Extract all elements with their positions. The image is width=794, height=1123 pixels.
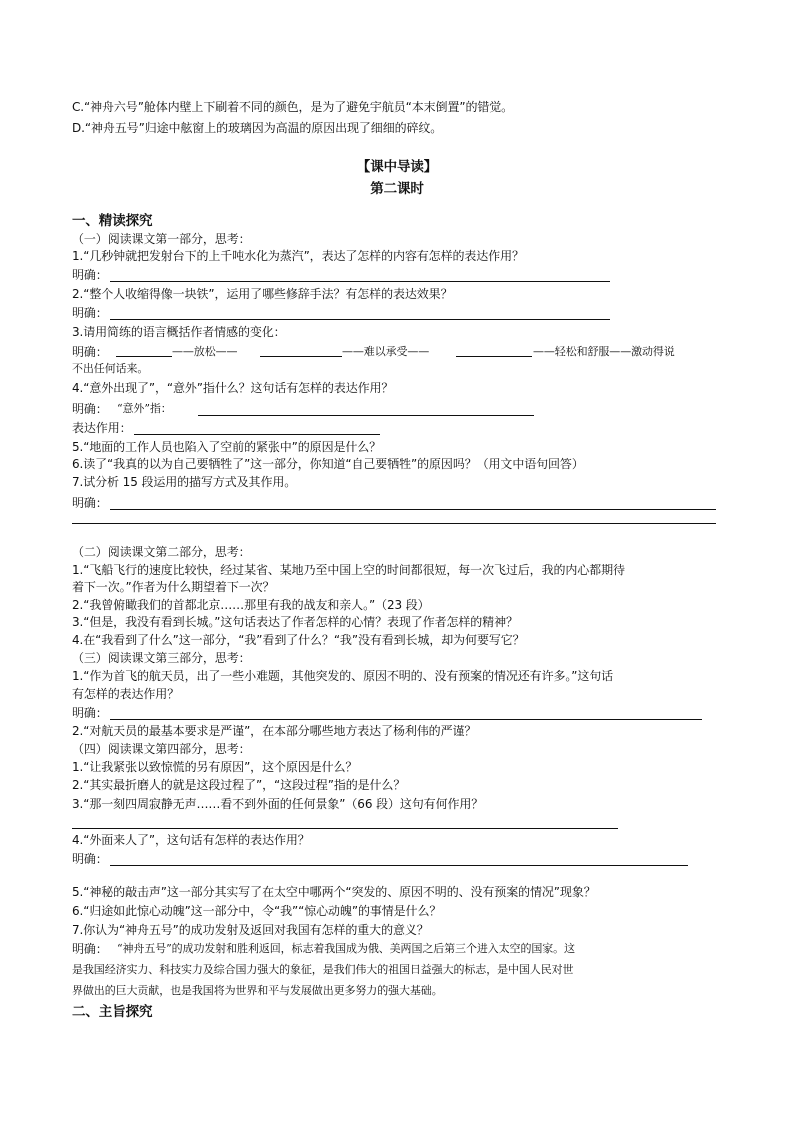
part1-question-3: 3.请用简练的语言概括作者情感的变化：	[72, 325, 286, 339]
part3-question-2: 2.“对航天员的最基本要求是严谨”，在本部分哪些地方表达了杨利伟的严谨？	[72, 724, 477, 738]
part1-question-5: 5.“地面的工作人员也陷入了空前的紧张中”的原因是什么？	[72, 440, 382, 454]
section-subtitle: 第二课时	[370, 181, 424, 197]
part2-question-4: 4.在“我看到了什么”这一部分，“我”看到了什么？“我”没有看到长城，却为何要写它？	[72, 633, 525, 647]
part4-question-7: 7.你认为“神舟五号”的成功发射及返回对我国有怎样的重大的意义？	[72, 923, 429, 937]
part4-subheading: （四）阅读课文第四部分，思考：	[72, 742, 251, 756]
part3-question-1-line-1: 1.“作为首飞的航天员，出了一些小难题，其他突发的、原因不明的、没有预案的情况还有许多。”这句话	[72, 669, 614, 683]
answer-blank	[134, 434, 380, 435]
part1-answer-1-label: 明确：	[72, 268, 108, 282]
part1-subheading: （一）阅读课文第一部分，思考：	[72, 232, 251, 246]
part1-answer-2-label: 明确：	[72, 306, 108, 320]
part3-subheading: （三）阅读课文第三部分，思考：	[72, 651, 251, 665]
option-c: C.“神舟六号”舱体内壁上下刷着不同的颜色，是为了避免宇航员“本末倒置”的错觉。	[72, 100, 514, 114]
heading-close-reading: 一、精读探究	[72, 213, 153, 229]
part1-answer-4-label: 明确：	[72, 402, 108, 416]
expression-effect-label: 表达作用：	[72, 421, 132, 435]
part2-subheading: （二）阅读课文第二部分，思考：	[72, 545, 251, 559]
yiwai-label: “意外”指：	[117, 402, 172, 415]
part4-answer-4-label: 明确：	[72, 852, 108, 866]
emotion-step-4: 不出任何话来。	[72, 362, 149, 375]
part1-question-7: 7.试分析 15 段运用的描写方式及其作用。	[72, 475, 297, 489]
section-title: 【课中导读】	[356, 159, 438, 175]
answer-blank	[110, 719, 702, 720]
emotion-step-3: ——轻松和舒服——激动得说	[533, 345, 675, 358]
part4-question-5: 5.“神秘的敲击声”这一部分其实写了在太空中哪两个“突发的、原因不明的、没有预案的情况”现象？	[72, 885, 596, 899]
part1-question-2: 2.“整个人收缩得像一块铁”，运用了哪些修辞手法？有怎样的表达效果？	[72, 287, 453, 301]
part4-answer-7-label: 明确：	[72, 942, 108, 956]
part4-question-4: 4.“外面来人了”，这句话有怎样的表达作用？	[72, 833, 310, 847]
answer-blank	[198, 415, 534, 416]
part4-question-3: 3.“那一刻四周寂静无声……看不到外面的任何景象”（66 段）这句有何作用？	[72, 797, 484, 811]
part1-question-1: 1.“几秒钟就把发射台下的上千吨水化为蒸汽”，表达了怎样的内容有怎样的表达作用？	[72, 249, 524, 263]
answer-blank	[116, 356, 172, 357]
part1-answer-3-label: 明确：	[72, 345, 108, 359]
answer-blank	[110, 319, 610, 320]
answer-blank	[72, 828, 618, 829]
answer-blank	[110, 865, 688, 866]
part2-question-1-line-2: 着下一次。”作者为什么期望着下一次？	[72, 580, 275, 594]
part4-question-6: 6.“归途如此惊心动魄”这一部分中，令“我”“惊心动魄”的事情是什么？	[72, 904, 442, 918]
part3-answer-1-label: 明确：	[72, 706, 108, 720]
answer-blank	[110, 281, 610, 282]
answer-blank	[72, 523, 716, 524]
emotion-step-2: ——难以承受——	[342, 345, 430, 358]
part1-answer-7-label: 明确：	[72, 496, 108, 510]
option-d: D.“神舟五号”归途中舷窗上的玻璃因为高温的原因出现了细细的碎纹。	[72, 121, 443, 135]
answer-blank	[260, 356, 342, 357]
emotion-step-1: ——放松——	[172, 345, 238, 358]
part1-question-6: 6.读了“我真的以为自己要牺牲了”这一部分，你知道“自己要牺牲”的原因吗？（用文中语句回答）	[72, 457, 584, 471]
part3-question-1-line-2: 有怎样的表达作用？	[72, 687, 180, 701]
significance-answer-line-1: “神舟五号”的成功发射和胜利返回，标志着我国成为俄、美两国之后第三个进入太空的国家。这	[117, 942, 575, 955]
part4-question-1: 1.“让我紧张以致惊慌的另有原因”，这个原因是什么？	[72, 760, 358, 774]
significance-answer-line-3: 界做出的巨大贡献，也是我国将为世界和平与发展做出更多努力的强大基础。	[72, 984, 443, 997]
heading-theme-exploration: 二、主旨探究	[72, 1004, 153, 1020]
significance-answer-line-2: 是我国经济实力、科技实力及综合国力强大的象征，是我们伟大的祖国日益强大的标志，是中国人民对世	[72, 963, 574, 976]
part2-question-1-line-1: 1.“飞船飞行的速度比较快，经过某省、某地乃至中国上空的时间都很短，每一次飞过后，我的内心都期待	[72, 563, 625, 577]
part4-question-2: 2.“其实最折磨人的就是这段过程了”，“这段过程”指的是什么？	[72, 778, 406, 792]
part1-question-4: 4.“意外出现了”，“意外”指什么？这句话有怎样的表达作用？	[72, 381, 394, 395]
part2-question-2: 2.“我曾俯瞰我们的首都北京……那里有我的战友和亲人。”（23 段）	[72, 598, 430, 612]
answer-blank	[110, 509, 716, 510]
part2-question-3: 3.“但是，我没有看到长城。”这句话表达了作者怎样的心情？表现了作者怎样的精神？	[72, 615, 518, 629]
answer-blank	[456, 356, 532, 357]
